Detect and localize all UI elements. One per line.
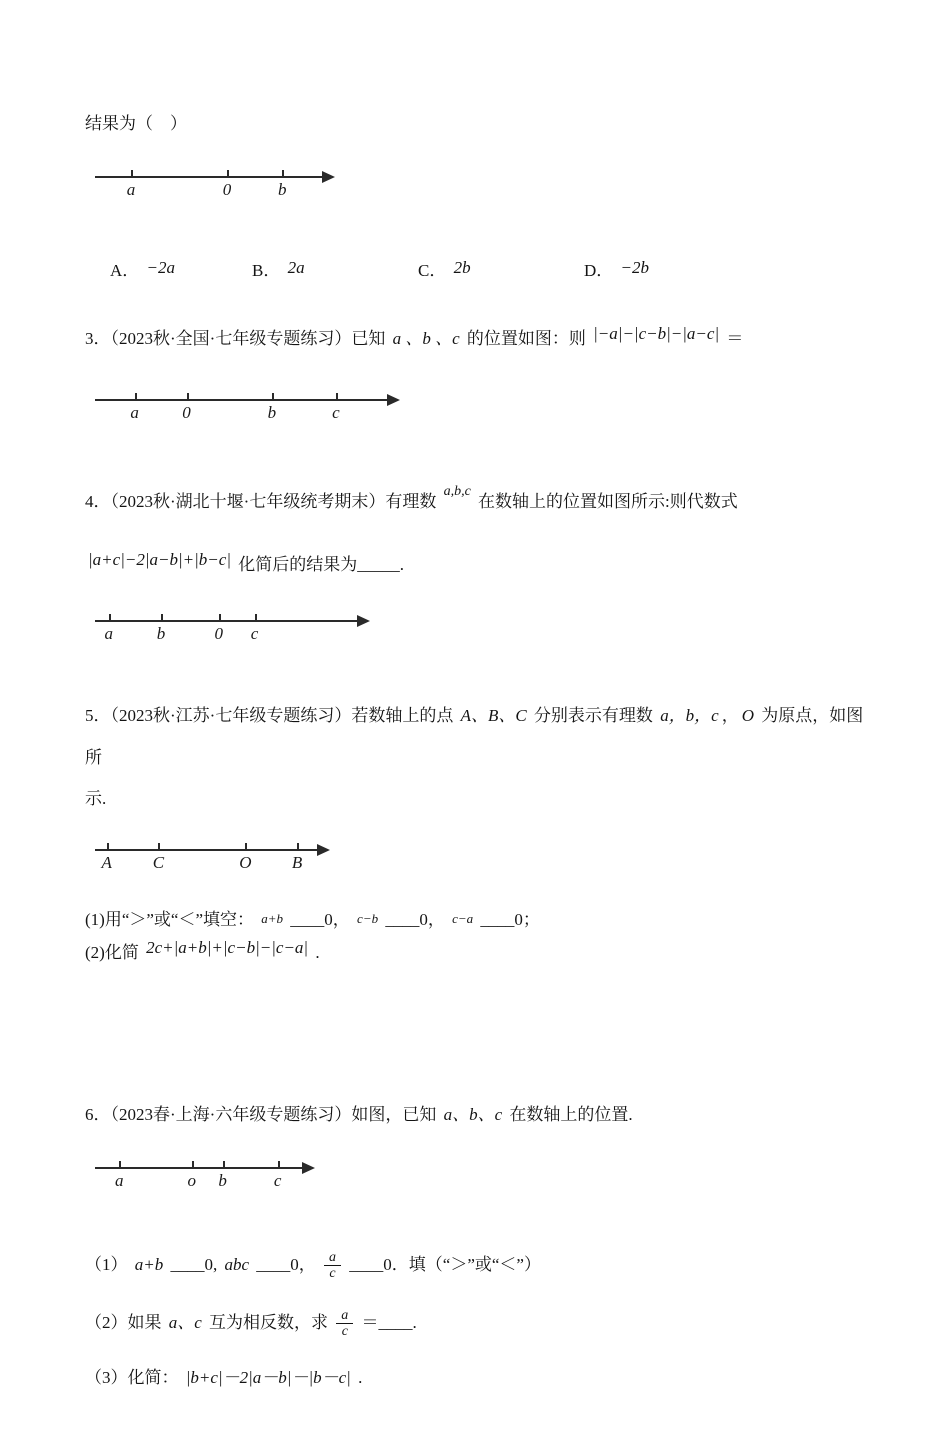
- number-line-figure-3: [95, 607, 370, 651]
- problem-5-mid2: 为原点，如图所: [85, 706, 864, 767]
- problem-5-mid1: 分别表示有理数: [533, 706, 653, 726]
- axis-arrow-icon: [317, 844, 330, 856]
- problem-6-q1-blank-3: ____0．填（“＞”或“＜”）: [349, 1254, 541, 1274]
- problem-5-prefix: 5．（2023秋·江苏·七年级专题练习）若数轴上的点: [85, 706, 454, 726]
- problem-4-mid: 在数轴上的位置如图所示:则代数式: [478, 491, 738, 511]
- number-line-figure-4: [95, 836, 330, 880]
- tick-mark: [227, 170, 229, 178]
- problem-3-expression: |−a|−|c−b|−|a−c|: [593, 324, 720, 344]
- problem-5-origin-var: O: [741, 706, 755, 726]
- point-label-b: b: [277, 179, 287, 199]
- option-a-label: A．: [110, 260, 140, 280]
- tick-mark: [119, 1161, 121, 1169]
- tick-mark: [131, 170, 133, 178]
- tick-mark: [135, 393, 137, 401]
- problem-5-q1-blank-1: ____0，: [290, 910, 350, 930]
- problem-4-prefix: 4．（2023秋·湖北十堰·七年级统考期末）有理数: [85, 491, 437, 511]
- problem-6-text: [85, 1103, 870, 1128]
- problem-6-vars: a、b、c: [443, 1105, 503, 1125]
- problem-6-prefix: 6．（2023春·上海·六年级专题练习）如图，已知: [85, 1105, 437, 1125]
- option-c-value: 2b: [453, 257, 471, 277]
- problem-5-q2-period: .: [315, 942, 320, 962]
- axis-line: [95, 399, 393, 401]
- option-d-label: D．: [584, 260, 614, 280]
- axis-arrow-icon: [302, 1162, 315, 1174]
- tick-mark: [272, 393, 274, 401]
- fraction-numerator: a: [341, 1307, 349, 1323]
- problem-6-q2-prefix: （2）如果: [85, 1312, 162, 1332]
- problem-3-vars: a 、b 、c: [392, 329, 460, 349]
- problem-6-q2: [85, 1308, 870, 1340]
- problem-4-expression-line: [85, 549, 870, 578]
- tick-mark: [158, 843, 160, 851]
- point-label-c: c: [332, 402, 340, 422]
- tick-mark: [297, 843, 299, 851]
- point-label-C: C: [152, 853, 165, 873]
- fraction-denominator: c: [336, 1323, 353, 1339]
- problem-5-q1-blank-3: ____0；: [480, 910, 540, 930]
- problem-6-q1-math-1: a+b: [134, 1254, 164, 1274]
- point-label-B: B: [291, 853, 303, 873]
- tick-mark: [223, 1161, 225, 1169]
- point-label-a: a: [130, 402, 139, 422]
- axis-arrow-icon: [357, 615, 370, 627]
- axis-line: [95, 849, 323, 851]
- fraction-denominator: c: [324, 1265, 341, 1281]
- option-b-label: B．: [252, 260, 281, 280]
- axis-arrow-icon: [387, 394, 400, 406]
- problem-5-point-vars: A、B、C: [460, 706, 527, 726]
- problem-6-suffix: 在数轴上的位置.: [509, 1105, 633, 1125]
- problem-5-q1-blank-2: ____0，: [385, 910, 445, 930]
- option-d-value: −2b: [620, 257, 650, 277]
- point-label-0: 0: [214, 624, 223, 644]
- point-label-c: c: [250, 624, 259, 644]
- number-line-figure-5: [95, 1154, 315, 1198]
- problem-5-text: [85, 695, 870, 820]
- point-label-o: o: [187, 1171, 197, 1191]
- problem-6-q3-expression: |b+c|－2|a－b|－|b－c|: [185, 1367, 351, 1387]
- option-b: [252, 259, 418, 284]
- option-d: [584, 259, 750, 284]
- point-label-c: c: [273, 1171, 282, 1191]
- problem-6-q3: [85, 1366, 870, 1391]
- tick-mark: [255, 614, 257, 622]
- tick-mark: [192, 1161, 194, 1169]
- option-a: [110, 259, 252, 284]
- problem-5-q1-math-1: a+b: [261, 911, 284, 927]
- intro-line: [85, 112, 870, 137]
- problem-5-q1-math-2: c−b: [357, 911, 379, 927]
- number-line-figure-1: [95, 163, 335, 207]
- problem-6-q1-blank-1: ____0,: [170, 1254, 218, 1274]
- point-label-b: b: [156, 624, 166, 644]
- option-b-value: 2a: [287, 257, 305, 277]
- tick-mark: [278, 1161, 280, 1169]
- number-line-figure-2: [95, 386, 400, 430]
- fraction-a-over-c: [324, 1250, 341, 1282]
- point-label-a: a: [114, 1171, 124, 1191]
- option-c-label: C．: [418, 260, 447, 280]
- point-label-a: a: [126, 179, 136, 199]
- problem-6-q1-prefix: （1）: [85, 1254, 128, 1274]
- tick-mark: [336, 393, 338, 401]
- tick-mark: [187, 393, 189, 401]
- problem-6-q3-prefix: （3）化简：: [85, 1367, 179, 1387]
- problem-6-q3-period: .: [358, 1367, 363, 1387]
- option-a-value: −2a: [146, 257, 176, 277]
- problem-6-q2-mid: 互为相反数，求: [209, 1312, 329, 1332]
- problem-3-prefix: 3．（2023秋·全国·七年级专题练习）已知: [85, 329, 386, 349]
- tick-mark: [282, 170, 284, 178]
- problem-5-q1-prefix: (1)用“＞”或“＜”填空：: [85, 910, 255, 930]
- problem-6-q1-blank-2: ____0，: [256, 1254, 316, 1274]
- axis-line: [95, 620, 363, 622]
- point-label-0: 0: [182, 402, 191, 422]
- point-label-A: A: [101, 853, 112, 873]
- problem-5-q2: [85, 937, 870, 966]
- tick-mark: [109, 614, 111, 622]
- problem-5-q1: [85, 908, 870, 933]
- problem-6-q1-math-2: abc: [224, 1254, 250, 1274]
- problem-3-equals: ＝: [726, 329, 744, 349]
- problem-3-mid: 的位置如图：则: [466, 329, 586, 349]
- problem-5-q1-math-3: c−a: [452, 911, 474, 927]
- problem-5-q2-expression: 2c+|a+b|+|c−b|−|c−a|: [146, 937, 309, 957]
- point-label-b: b: [218, 1171, 227, 1191]
- problem-5-comma: ，: [721, 706, 739, 726]
- point-label-0: 0: [222, 179, 232, 199]
- option-c: [418, 259, 584, 284]
- problem-5-number-vars: a，b，c: [660, 706, 719, 726]
- problem-4-text: [85, 483, 870, 515]
- tick-mark: [219, 614, 221, 622]
- tick-mark: [107, 843, 109, 851]
- tick-mark: [161, 614, 163, 622]
- problem-6-q2-blank: ＝____.: [361, 1312, 417, 1332]
- point-label-b: b: [267, 402, 277, 422]
- problem-4-vars: a,b,c: [443, 483, 471, 499]
- fraction-a-over-c: [336, 1308, 353, 1340]
- problem-5-q2-prefix: (2)化简: [85, 942, 139, 962]
- problem-6-q1: [85, 1250, 870, 1282]
- problem-4-expression: |a+c|−2|a−b|+|b−c|: [88, 549, 231, 569]
- answer-options: [110, 259, 870, 284]
- problem-4-suffix: 化简后的结果为_____.: [238, 554, 404, 574]
- point-label-a: a: [104, 624, 113, 644]
- axis-arrow-icon: [322, 171, 335, 183]
- intro-text: 结果为（ ）: [85, 114, 187, 133]
- problem-3-text: [85, 324, 870, 352]
- problem-5-wrap: 示.: [85, 789, 107, 809]
- point-label-O: O: [239, 853, 252, 873]
- problem-6-q2-vars: a、c: [168, 1312, 202, 1332]
- fraction-numerator: a: [329, 1250, 337, 1266]
- tick-mark: [245, 843, 247, 851]
